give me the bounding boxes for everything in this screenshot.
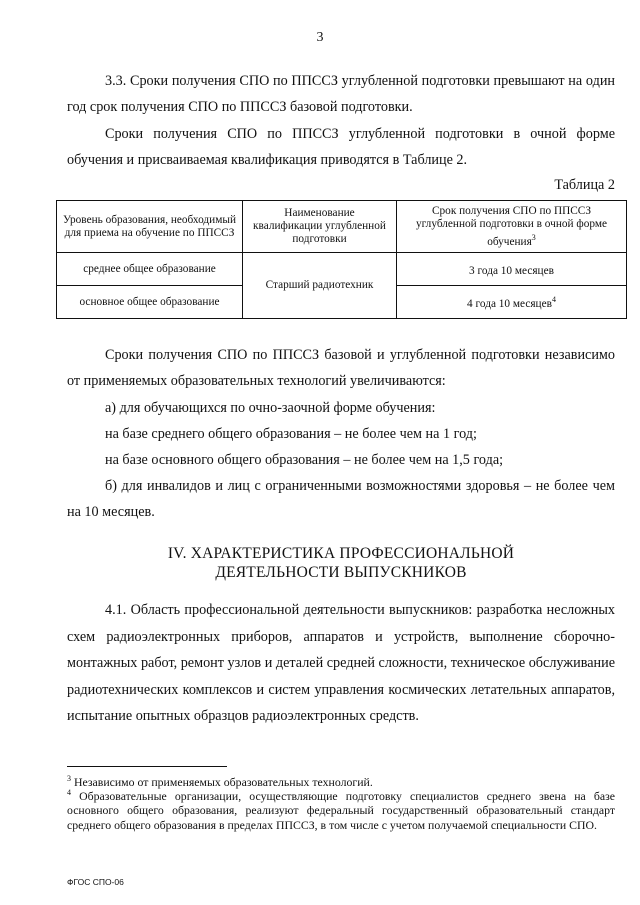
page-number: 3 <box>316 30 324 45</box>
table-row <box>57 253 627 286</box>
row-1-term <box>397 253 627 286</box>
document-code: ФГОС СПО-06 <box>67 877 124 887</box>
table-header-row <box>57 201 627 253</box>
row-2-term-footnote: 4 <box>551 295 556 305</box>
list-item-secondary: на базе среднего общего образования – не более чем на 1 год; <box>105 426 477 442</box>
terms-table <box>56 200 627 319</box>
section-title-line-2: ДЕЯТЕЛЬНОСТИ ВЫПУСКНИКОВ <box>215 564 467 581</box>
row-2-term-text: 4 года 10 месяцев <box>467 297 552 310</box>
header-term <box>397 201 627 253</box>
row-2-level: основное общее образование <box>57 286 243 319</box>
footnote-divider <box>67 766 227 767</box>
header-term-text: Срок получения СПО по ППССЗ углубленной подготовки в очной форме обучения <box>415 204 608 248</box>
footnote-4-mark: 4 <box>67 788 71 797</box>
paragraph-4-1: 4.1. Область профессиональной деятельности выпускников: разработка несложных схем радиоэлектронных приборов, аппаратов и устройств, выполнение сборочно-монтажных работ, ремонт узлов и деталей средней сложности, техническое обслуживание радиотехнических комплексов и систем управления космических летательных аппаратов, испытание опытных образцов радиоэлектронных средств. <box>67 602 615 724</box>
table-caption: Таблица 2 <box>554 177 615 193</box>
paragraph-term-increase: Сроки получения СПО по ППССЗ базовой и углубленной подготовки независимо от применяемых образовательных технологий увеличиваются: <box>67 347 615 389</box>
header-qualification: Наименование квалификации углубленной подготовки <box>243 201 397 253</box>
footnote-4-text: Образовательные организации, осуществляющие подготовку специалистов среднего звена на базе основного общего образования, реализуют федеральный государственный образовательный стандарт среднего общего образования в пределах ППССЗ, в том числе с учетом получаемой специальности СПО. <box>67 788 616 832</box>
paragraph-terms-intro: Сроки получения СПО по ППССЗ углубленной подготовки в очной форме обучения и присваиваемая квалификация приводятся в Таблице 2. <box>67 126 615 168</box>
footnote-3-mark: 3 <box>67 774 71 783</box>
header-education-level: Уровень образования, необходимый для приема на обучение по ППССЗ <box>57 201 243 253</box>
row-2-term <box>397 286 627 319</box>
list-item-b: б) для инвалидов и лиц с ограниченными возможностями здоровья – не более чем на 10 месяцев. <box>67 478 615 520</box>
footnote-3-text: Независимо от применяемых образовательных технологий. <box>73 774 373 789</box>
footnote-4 <box>67 786 615 832</box>
row-1-level: среднее общее образование <box>57 253 243 286</box>
row-1-term-text: 3 года 10 месяцев <box>469 264 554 277</box>
paragraph-3-3: 3.3. Сроки получения СПО по ППССЗ углубленной подготовки превышают на один год срок получения СПО по ППССЗ базовой подготовки. <box>67 73 615 115</box>
qualification-cell: Старший радиотехник <box>243 253 397 319</box>
section-title <box>67 544 615 582</box>
section-title-line-1: IV. ХАРАКТЕРИСТИКА ПРОФЕССИОНАЛЬНОЙ <box>167 545 515 562</box>
list-item-basic: на базе основного общего образования – не более чем на 1,5 года; <box>105 452 504 468</box>
header-term-footnote: 3 <box>531 232 536 242</box>
list-item-a: а) для обучающихся по очно-заочной форме обучения: <box>105 400 436 416</box>
